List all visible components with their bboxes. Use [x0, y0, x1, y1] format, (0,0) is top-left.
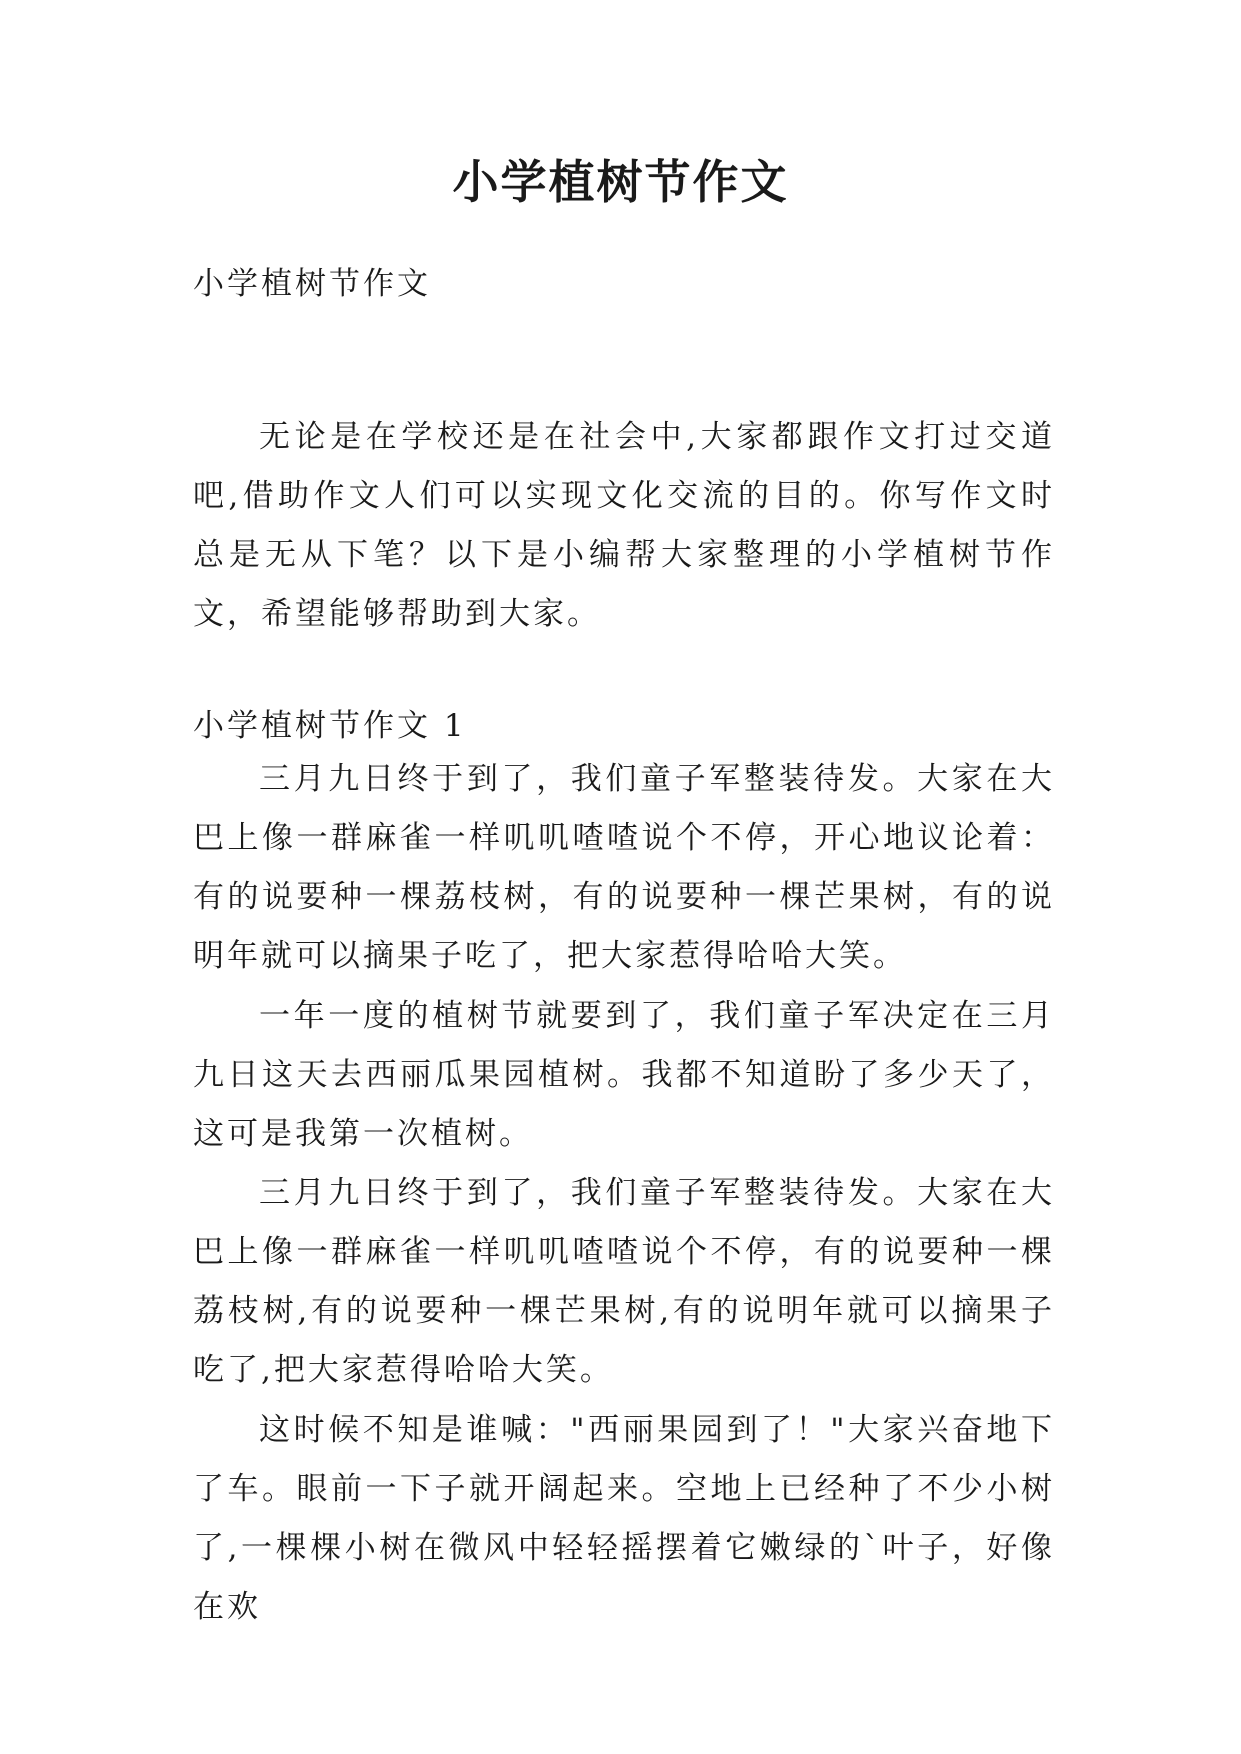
- section-heading: 小学植树节作文 1: [193, 708, 467, 744]
- intro-paragraph: 无论是在学校还是在社会中,大家都跟作文打过交道吧,借助作文人们可以实现文化交流的目的。你写作文时总是无从下笔？以下是小编帮大家整理的小学植树节作文，希望能够帮助到大家。: [193, 419, 1055, 632]
- document-subtitle: 小学植树节作文: [193, 266, 431, 302]
- body-paragraph: 三月九日终于到了，我们童子军整装待发。大家在大巴上像一群麻雀一样叽叽喳喳说个不停，有的说要种一棵荔枝树,有的说要种一棵芒果树,有的说明年就可以摘果子吃了,把大家惹得哈哈大笑。: [193, 1175, 1055, 1388]
- body-paragraph: 三月九日终于到了，我们童子军整装待发。大家在大巴上像一群麻雀一样叽叽喳喳说个不停，开心地议论着：有的说要种一棵荔枝树，有的说要种一棵芒果树，有的说明年就可以摘果子吃了，把大家惹得哈哈大笑。: [193, 761, 1055, 974]
- body-paragraph: 这时候不知是谁喊："西丽果园到了！"大家兴奋地下了车。眼前一下子就开阔起来。空地上已经种了不少小树了,一棵棵小树在微风中轻轻摇摆着它嫩绿的`叶子，好像在欢: [193, 1412, 1055, 1625]
- page-title: 小学植树节作文: [452, 155, 789, 209]
- body-paragraph: 一年一度的植树节就要到了，我们童子军决定在三月九日这天去西丽瓜果园植树。我都不知道盼了多少天了，这可是我第一次植树。: [193, 998, 1055, 1152]
